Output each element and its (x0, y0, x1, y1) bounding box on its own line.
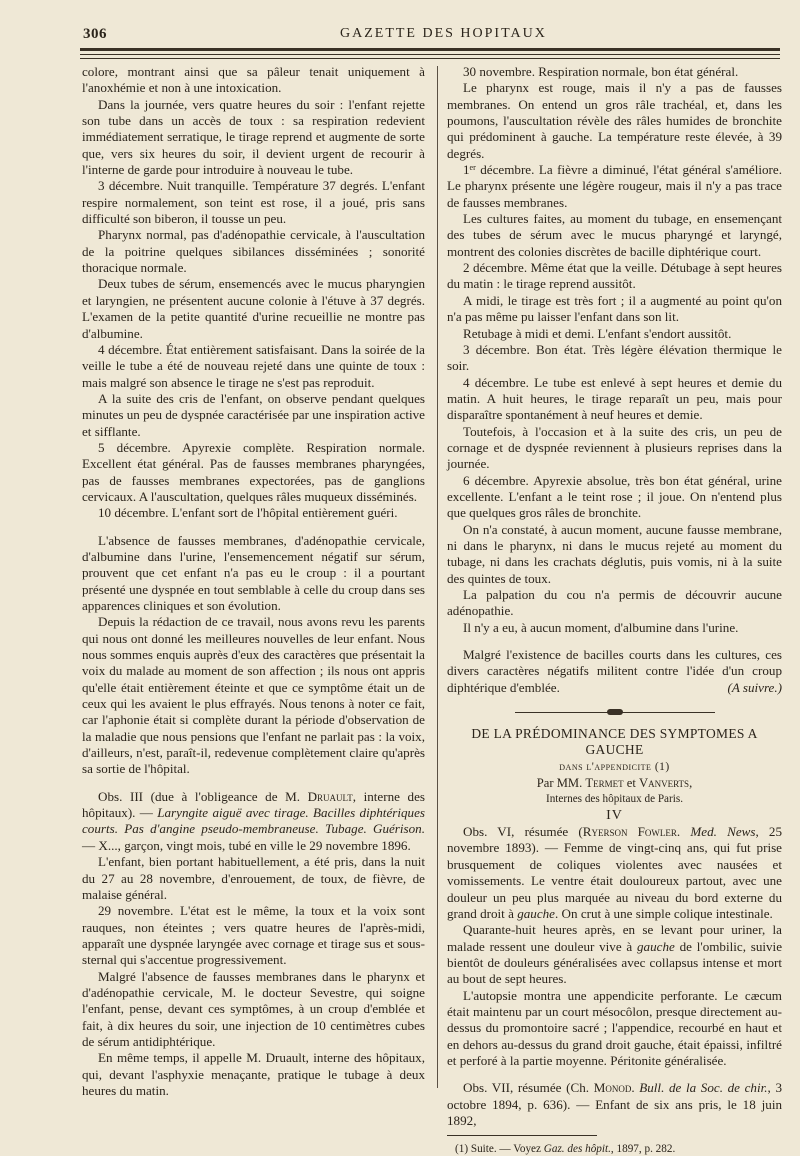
header-rule-thick (80, 48, 780, 51)
paragraph: 29 novembre. L'état est le même, la toux et la voix sont rauques, non éteintes ; vers quatre heures de l'après-midi, apparaît une dyspnée laryngée avec cornage et tirage sus et sous-sternal qui s'accentue progressivement. (82, 903, 425, 968)
author-name: Monod (593, 1080, 632, 1096)
paragraph: En même temps, il appelle M. Druault, interne des hôpitaux, qui, devant l'asphyxie menaçante, pratique le tubage à deux heures du matin. (82, 1050, 425, 1098)
footnote-rule (447, 1135, 597, 1136)
paragraph: A midi, le tirage est très fort ; il a augmenté au point qu'on n'a pas même pu laisser l'enfant dans son lit. (447, 292, 782, 325)
column-separator (437, 66, 438, 1088)
paragraph: Retubage à midi et demi. L'enfant s'endort aussitôt. (463, 325, 732, 341)
page-number: 306 (83, 26, 107, 42)
paragraph: L'autopsie montra une appendicite perforante. Le cæcum était maintenu par un court mésocôlon, presque directement au-dessus du promontoire sacré ; l'appendice, recourbé en haut et en dehors au-dessus du grand droit gauche, était épaissi, infiltré et perforé à la partie moyenne. Péritonite généralisée. (447, 987, 782, 1068)
header-rule-thin-2 (80, 58, 780, 59)
paragraph: Dans la journée, vers quatre heures du soir : l'enfant rejette son tube dans un accès de toux : sa respiration redevient immédiatement serratique, le tirage reprend et augmente de sorte que, vers six heures du soir, il devient urgent de recourir à l'interne de garde pour introduire à nouveau le tube. (82, 96, 425, 178)
paragraph: 1er décembre. La fièvre a diminué, l'état général s'améliore. Le pharynx présente une légère rougeur, mais il n'y a pas trace de fausses membranes. (447, 162, 782, 210)
paragraph: On n'a constaté, à aucun moment, aucune fausse membrane, ni dans le pharynx, ni dans le mucus rejeté au moment du tubage, ni dans les crachats déglutis, puis vomis, ni à la suite des quintes de toux. (447, 521, 782, 586)
paragraph: Depuis la rédaction de ce travail, nous avons revu les parents qui nous ont donné les meilleures nouvelles de leur enfant. Nous nous sommes enquis auprès d'eux des caractères que présentait la voix du malade au moment de son affection ; ils nous ont appris qu'elle était entièrement éteinte et que ce symptôme était un de ceux qui les avaient le plus effrayés. Nous tenons à noter ce fait, car l'aphonie était si complète durant la période d'observation de la maladie que nous pensions que l'enfant ne parlait pas : la voix, d'ailleurs, n'est, paraît-il, redevenue complètement claire qu'après sa sortie de l'hôpital. (82, 614, 425, 777)
paragraph: 3 décembre. Nuit tranquille. Température 37 degrés. L'enfant respire normalement, son teint est rose, il a joué, pris sans difficulté son biberon, il tousse un peu. (82, 178, 425, 227)
right-column (447, 64, 782, 1156)
paragraph: Deux tubes de sérum, ensemencés avec le mucus pharyngien et laryngien, ne présentent aucune colonie à l'étuve à 37 degrés. L'examen de la petite quantité d'urine recueillie ne montre pas d'albumine. (82, 276, 425, 341)
authors: Par MM. Termet et Vanverts, (536, 776, 693, 791)
paragraph: 6 décembre. Apyrexie absolue, très bon état général, urine excellente. L'enfant a le teint rose ; il joue. On n'entend plus que quelques gros râles de bronchite. (447, 472, 782, 521)
section-subtitle: dans l'appendicite (1) (559, 760, 670, 773)
paragraph: L'enfant, bien portant habituellement, a été pris, dans la nuit du 27 au 28 novembre, d'enrouement, de toux, de fièvre, de malaise général. (82, 854, 425, 902)
paragraph: Pharynx normal, pas d'adénopathie cervicale, à l'auscultation de la poitrine quelques sibilances disséminées ; sonorité thoracique normale. (82, 227, 425, 276)
paragraph: 2 décembre. Même état que la veille. Détubage à sept heures du matin : le tirage reprend aussitôt. (447, 260, 782, 292)
paragraph: Quarante-huit heures après, en se levant pour uriner, la malade ressent une douleur vive à gauche de l'ombilic, suivie bientôt de douleurs généralisées avec collapsus intense et mort au bout de sept heures. (447, 922, 783, 987)
paragraph: Les cultures faites, au moment du tubage, en ensemençant des tubes de sérum avec le mucus pharyngé et laryngé, montrent des colonies discrètes de bacille diphtérique court. (447, 211, 782, 259)
header-rule-thin (80, 54, 780, 55)
affiliation: Internes des hôpitaux de Paris. (545, 793, 683, 806)
paragraph: Toutefois, à l'occasion et à la suite des cris, un peu de cornage et de dyspnée reviennent à plusieurs reprises dans la journée. (447, 423, 782, 472)
paragraph: Il n'y a eu, à aucun moment, d'albumine dans l'urine. (463, 619, 739, 635)
left-column (82, 64, 425, 1099)
to-be-continued: (A suivre.) (727, 679, 782, 695)
paragraph: La palpation du cou n'a permis de découvrir aucune adénopathie. (447, 587, 782, 619)
section-title: DE LA PRÉDOMINANCE DES SYMPTOMES A GAUCHE (471, 726, 758, 758)
paragraph: 4 décembre. État entièrement satisfaisant. Dans la soirée de la veille le tube a été de nouveau rejeté dans une quinte de toux : mais malgré son absence le tirage ne s'est pas reproduit. (82, 341, 425, 390)
observation-7: Obs. VII, résumée (Ch. Monod. Bull. de la Soc. de chir., 3 octobre 1894, p. 636). — Enfant de six ans pris, le 18 juin 1892, (447, 1080, 783, 1128)
paragraph: 5 décembre. Apyrexie complète. Respiration normale. Excellent état général. Pas de fausses membranes pharyngées, pas de fausses membranes expectorées, pas de ganglions cervicaux. A l'auscultation, quelques râles muqueux disséminés. (82, 439, 425, 504)
paragraph: 30 novembre. Respiration normale, bon état général. (463, 64, 739, 79)
paragraph: Malgré l'absence de fausses membranes dans le pharynx et d'adénopathie cervicale, M. le docteur Sevestre, qui soigne l'enfant, pense, devant ces symptômes, à un croup d'emblée et fait, à dix heures du soir, une injection de 10 centimètres cubes de sérum antidiphtérique. (82, 968, 425, 1049)
footnote-ref: (1) (654, 760, 670, 773)
paragraph: 10 décembre. L'enfant sort de l'hôpital entièrement guéri. (98, 505, 398, 521)
footnote: (1) Suite. — Voyez Gaz. des hôpit., 1897, p. 282. (455, 1143, 676, 1156)
paragraph: L'absence de fausses membranes, d'adénopathie cervicale, d'albumine dans l'urine, l'ensemencement négatif sur sérum, prouvent que cet enfant n'a pas eu le croup : il a pourtant présenté une dyspnée en tout semblable à celle du croup dans ses apparences cliniques et son évolution. (82, 532, 425, 613)
author-name: Vanverts (639, 776, 690, 791)
section-ornament (515, 708, 715, 716)
paragraph: colore, montrant ainsi que sa pâleur tenait uniquement à l'anoxhémie et non à une intoxication. (82, 64, 425, 96)
author-name: Druault (307, 788, 353, 804)
part-number: IV (606, 807, 623, 823)
paragraph: Le pharynx est rouge, mais il n'y a pas de fausses membranes. On entend un gros râle trachéal, et, dans les poumons, l'auscultation révèle des râles humides de bronchite qui prédominent à gauche. La température reste élevée, à 39 degrés. (447, 80, 782, 161)
journal-title: GAZETTE DES HOPITAUX (340, 26, 547, 41)
author-name: Ryerson Fowler (582, 824, 677, 840)
paragraph: 3 décembre. Bon état. Très légère élévation thermique le soir. (447, 341, 782, 374)
paragraph: A la suite des cris de l'enfant, on observe pendant quelques minutes un peu de dyspnée caractérisée par une inspiration active et sifflante. (82, 390, 425, 439)
observation-6: Obs. VI, résumée (Ryerson Fowler. Med. News, 25 novembre 1893). — Femme de vingt-cinq ans, qui fut prise brusquement de coliques violentes avec nausées et vomissements. Le ventre était douloureux partout, avec une douleur un peu plus marquée au niveau du bord externe du grand droit à gauche. On crut à une simple colique intestinale. (447, 824, 783, 921)
author-name: Termet (585, 776, 624, 791)
paragraph: Malgré l'existence de bacilles courts dans les cultures, ces divers caractères négatifs militent contre l'idée d'un croup diphtérique d'emblée. (A suivre.) (447, 647, 782, 695)
observation-3-heading: Obs. III (due à l'obligeance de M. Druault, interne des hôpitaux). — Laryngite aiguë avec tirage. Bacilles diphtériques courts. Pas d'angine pseudo-membraneuse. Tubage. Guérison. — X..., garçon, vingt mois, tubé en ville le 29 novembre 1896. (82, 788, 425, 853)
diagnosis-italic: Laryngite aiguë avec tirage. Bacilles diphtériques courts. Pas d'angine pseudo-membraneuse. Tubage. Guérison. (82, 805, 425, 837)
paragraph: 4 décembre. Le tube est enlevé à sept heures et demie du matin. A huit heures, le tirage reparaît un peu, mais pour disparaître spontanément à neuf heures et demie. (447, 374, 782, 423)
